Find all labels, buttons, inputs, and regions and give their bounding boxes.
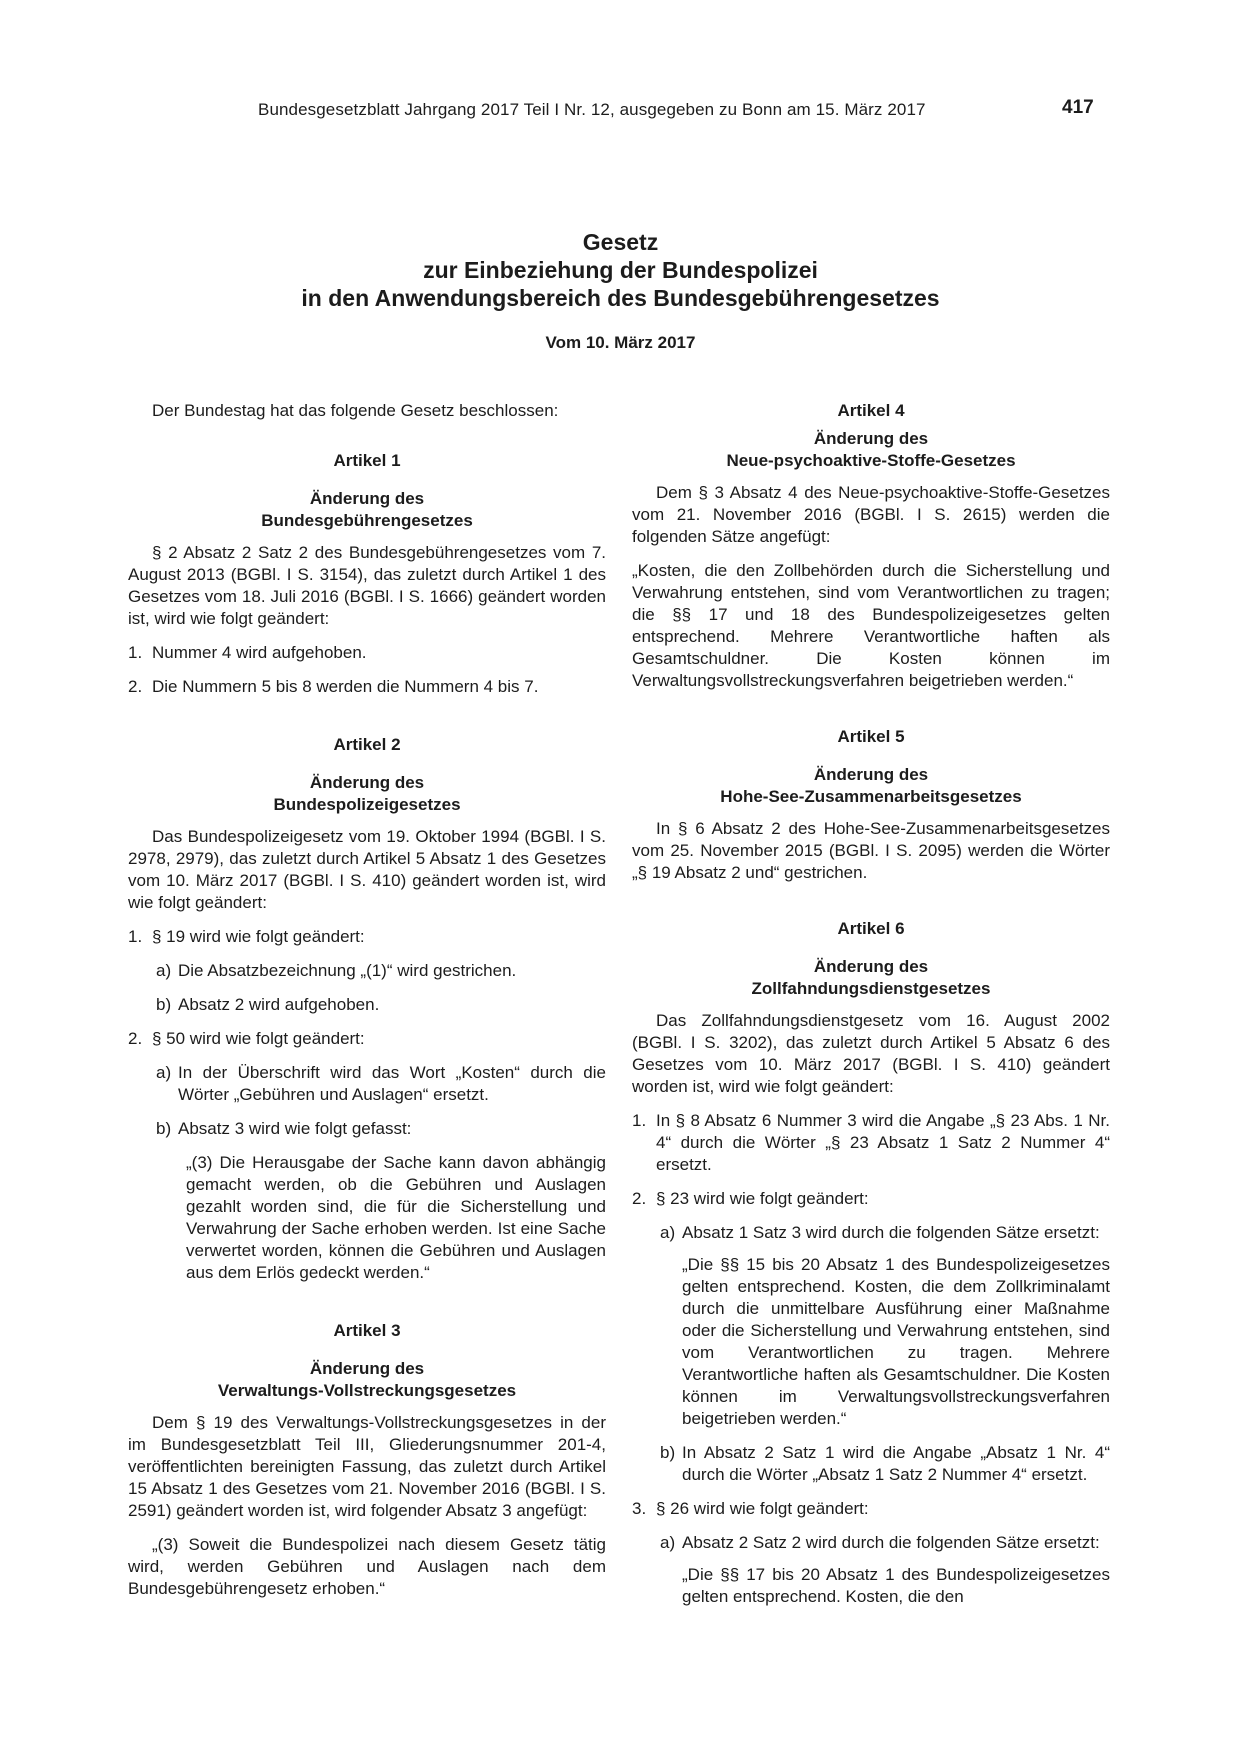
sub-item [156, 994, 606, 1016]
sub-item [660, 1442, 1110, 1486]
list-item [128, 676, 606, 698]
subtitle-line: Neue-psychoaktive-Stoffe-Gesetzes [726, 451, 1016, 470]
sub-item-letter: b) [156, 995, 172, 1014]
sub-item-letter: a) [660, 1533, 676, 1552]
article-4 [632, 400, 1110, 692]
sub-item-text: In der Überschrift wird das Wort „Kosten“ durch die Wörter „Gebühren und Auslagen“ ersetzt. [178, 1063, 606, 1104]
sub-item-text: Absatz 2 wird aufgehoben. [178, 995, 380, 1014]
list-item [632, 1110, 1110, 1176]
sub-item-letter: a) [660, 1223, 676, 1242]
article-subtitle [632, 428, 1110, 472]
sub-item [660, 1532, 1110, 1554]
amendment-quote: „Die §§ 17 bis 20 Absatz 1 des Bundespolizeigesetzes gelten entsprechend. Kosten, die den [682, 1565, 1110, 1606]
article-intro: Dem § 19 des Verwaltungs-Vollstreckungsgesetzes in der im Bundesgesetzblatt Teil III, Gliederungsnummer 201-4, veröffentlichten bereinigten Fassung, das zuletzt durch Artikel 15 Absatz 1 des Gesetzes vom 21. November 2016 (BGBl. I S. 2591) geändert worden ist, wird folgender Absatz 3 angefügt: [128, 1413, 606, 1520]
item-number: 1. [128, 643, 143, 662]
item-number: 3. [632, 1499, 647, 1518]
left-column [128, 400, 606, 1600]
sub-item-text: Absatz 1 Satz 3 wird durch die folgenden Sätze ersetzt: [682, 1223, 1100, 1242]
subtitle-line: Änderung des [813, 957, 929, 976]
subtitle-line: Hohe-See-Zusammenarbeitsgesetzes [720, 787, 1022, 806]
list-item [632, 1498, 1110, 1520]
item-number: 2. [632, 1189, 647, 1208]
subtitle-line: Änderung des [813, 765, 929, 784]
sub-item [660, 1222, 1110, 1244]
list-item [632, 1188, 1110, 1210]
title-line-1: Gesetz [582, 229, 659, 255]
sub-item-letter: a) [156, 961, 172, 980]
list-item [128, 926, 606, 948]
item-text: Die Nummern 5 bis 8 werden die Nummern 4 bis 7. [152, 677, 539, 696]
article-1 [128, 450, 606, 698]
sub-item-letter: b) [660, 1443, 676, 1462]
running-header: Bundesgesetzblatt Jahrgang 2017 Teil I Nr. 12, ausgegeben zu Bonn am 15. März 2017 [258, 100, 926, 119]
article-heading: Artikel 3 [333, 1321, 401, 1340]
article-intro: § 2 Absatz 2 Satz 2 des Bundesgebührengesetzes vom 7. August 2013 (BGBl. I S. 3154), das zuletzt durch Artikel 1 des Gesetzes vom 18. Juli 2016 (BGBl. I S. 1666) geändert worden ist, wird wie folgt geändert: [128, 543, 606, 628]
amendment-quote: „(3) Soweit die Bundespolizei nach diesem Gesetz tätig wird, werden Gebühren und Auslagen nach dem Bundesgebührengesetz erhoben.“ [128, 1535, 606, 1598]
item-text: In § 8 Absatz 6 Nummer 3 wird die Angabe „§ 23 Abs. 1 Nr. 4“ durch die Wörter „§ 23 Absatz 1 Satz 2 Nummer 4“ ersetzt. [656, 1111, 1110, 1174]
sub-item-text: Die Absatzbezeichnung „(1)“ wird gestrichen. [178, 961, 517, 980]
article-intro: Das Bundespolizeigesetz vom 19. Oktober 1994 (BGBl. I S. 2978, 2979), das zuletzt durch Artikel 5 Absatz 1 des Gesetzes vom 10. März 2017 (BGBl. I S. 410) geändert worden ist, wird wie folgt geändert: [128, 827, 606, 912]
article-3 [128, 1320, 606, 1600]
article-heading: Artikel 6 [837, 919, 905, 938]
amendment-quote: „(3) Die Herausgabe der Sache kann davon abhängig gemacht werden, ob die Gebühren und Auslagen gezahlt worden sind, die für die Sicherstellung und Verwahrung der Sache erhoben werden. Ist eine Sache verwertet worden, können die Gebühren und Auslagen aus dem Erlös gedeckt werden.“ [186, 1153, 606, 1282]
article-heading: Artikel 2 [333, 735, 401, 754]
document-date: Vom 10. März 2017 [545, 333, 696, 352]
subtitle-line: Zollfahndungsdienstgesetzes [751, 979, 991, 998]
subtitle-line: Verwaltungs-Vollstreckungsgesetzes [217, 1381, 517, 1400]
amendment-quote: „Kosten, die den Zollbehörden durch die Sicherstellung und Verwahrung entstehen, sind vom Verantwortlichen zu tragen; die §§ 17 und 18 des Bundespolizeigesetzes gelten entsprechend. Mehrere Verantwortliche haften als Gesamtschuldner. Die Kosten können im Verwaltungsvollstreckungsverfahren beigetrieben werden.“ [632, 561, 1110, 690]
article-heading: Artikel 5 [837, 727, 905, 746]
article-subtitle [632, 764, 1110, 808]
article-subtitle [128, 488, 606, 532]
list-item [128, 1028, 606, 1050]
sub-item-letter: b) [156, 1119, 172, 1138]
sub-item [156, 1062, 606, 1106]
subtitle-line: Bundespolizeigesetzes [273, 795, 461, 814]
article-2 [128, 734, 606, 1284]
subtitle-line: Änderung des [309, 773, 425, 792]
article-intro: In § 6 Absatz 2 des Hohe-See-Zusammenarbeitsgesetzes vom 25. November 2015 (BGBl. I S. 2095) werden die Wörter „§ 19 Absatz 2 und“ gestrichen. [632, 819, 1110, 882]
article-intro: Dem § 3 Absatz 4 des Neue-psychoaktive-Stoffe-Gesetzes vom 21. November 2016 (BGBl. I S. 2615) werden die folgenden Sätze angefügt: [632, 483, 1110, 546]
right-column [632, 400, 1110, 1608]
item-text: § 50 wird wie folgt geändert: [152, 1029, 365, 1048]
article-heading: Artikel 1 [333, 451, 401, 470]
article-subtitle [128, 1358, 606, 1402]
article-subtitle [128, 772, 606, 816]
item-text: § 23 wird wie folgt geändert: [656, 1189, 869, 1208]
list-item [128, 642, 606, 664]
sub-item-text: In Absatz 2 Satz 1 wird die Angabe „Absatz 1 Nr. 4“ durch die Wörter „Absatz 1 Satz 2 Nummer 4“ ersetzt. [682, 1443, 1110, 1484]
article-subtitle [632, 956, 1110, 1000]
sub-item [156, 1118, 606, 1140]
subtitle-line: Änderung des [813, 429, 929, 448]
preamble: Der Bundestag hat das folgende Gesetz beschlossen: [152, 401, 559, 420]
sub-item-text: Absatz 3 wird wie folgt gefasst: [178, 1119, 412, 1138]
article-5 [632, 726, 1110, 884]
title-line-2: zur Einbeziehung der Bundespolizei [423, 257, 818, 283]
subtitle-line: Bundesgebührengesetzes [261, 511, 473, 530]
sub-item-letter: a) [156, 1063, 172, 1082]
item-text: § 19 wird wie folgt geändert: [152, 927, 365, 946]
item-text: § 26 wird wie folgt geändert: [656, 1499, 869, 1518]
article-6 [632, 918, 1110, 1608]
item-number: 2. [128, 677, 143, 696]
document-title [0, 228, 1241, 312]
title-line-3: in den Anwendungsbereich des Bundesgebührengesetzes [301, 285, 940, 311]
page-number: 417 [1062, 97, 1094, 118]
article-intro: Das Zollfahndungsdienstgesetz vom 16. August 2002 (BGBl. I S. 3202), das zuletzt durch Artikel 5 Absatz 6 des Gesetzes vom 10. März 2017 (BGBl. I S. 410) geändert worden ist, wird wie folgt geändert: [632, 1011, 1110, 1096]
sub-item [156, 960, 606, 982]
subtitle-line: Änderung des [309, 1359, 425, 1378]
item-number: 1. [632, 1111, 647, 1130]
item-text: Nummer 4 wird aufgehoben. [152, 643, 367, 662]
item-number: 2. [128, 1029, 143, 1048]
item-number: 1. [128, 927, 143, 946]
subtitle-line: Änderung des [309, 489, 425, 508]
amendment-quote: „Die §§ 15 bis 20 Absatz 1 des Bundespolizeigesetzes gelten entsprechend. Kosten, die dem Zollkriminalamt durch die unmittelbare Ausführung einer Maßnahme oder die Sicherstellung und Verwahrung entstehen, sind vom Verantwortlichen zu tragen. Mehrere Verantwortliche haften als Gesamtschuldner. Die Kosten können im Verwaltungsvollstreckungsverfahren beigetrieben werden.“ [682, 1255, 1110, 1428]
article-heading: Artikel 4 [837, 401, 905, 420]
sub-item-text: Absatz 2 Satz 2 wird durch die folgenden Sätze ersetzt: [682, 1533, 1100, 1552]
